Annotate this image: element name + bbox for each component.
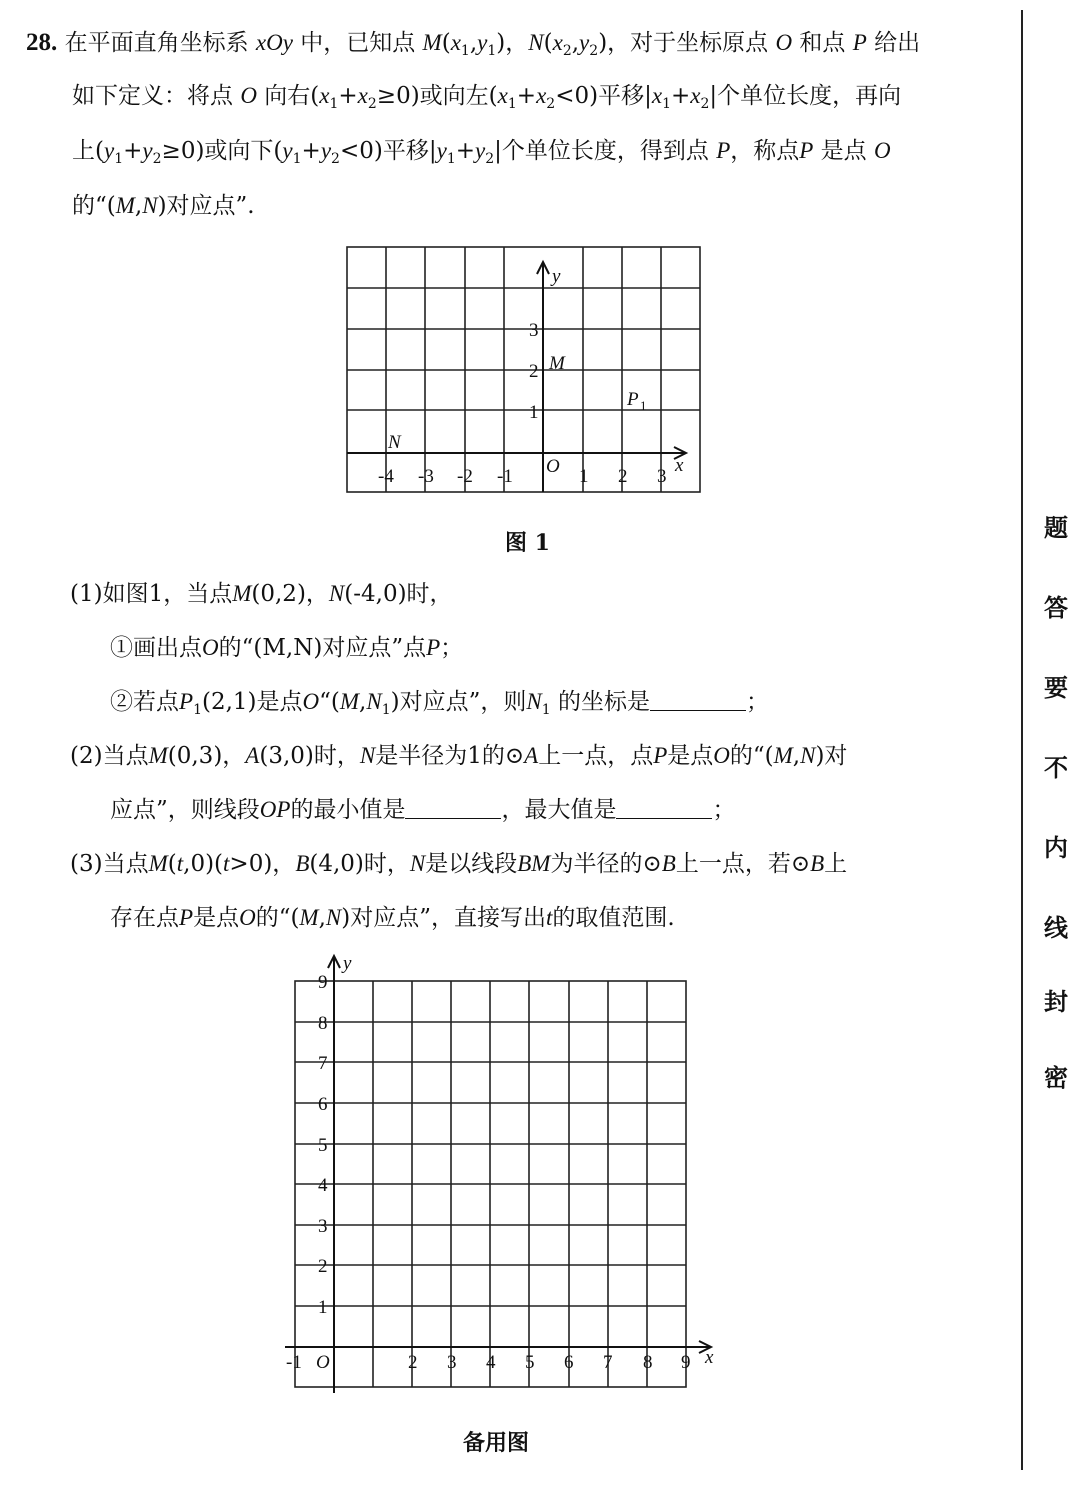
svg-text:-3: -3 [418,466,434,487]
figure-1-caption: 图 1 [505,530,550,556]
svg-text:8: 8 [318,1013,328,1034]
svg-text:4: 4 [486,1352,496,1373]
svg-text:3: 3 [447,1352,457,1373]
svg-text:7: 7 [318,1053,328,1074]
figure-1-grid [330,238,720,503]
svg-text:2: 2 [408,1352,418,1373]
binding-line [1021,10,1023,1470]
svg-text:9: 9 [318,972,328,993]
svg-text:2: 2 [618,466,628,487]
svg-text:-2: -2 [457,466,473,487]
side-char-6: 线 [1044,913,1068,942]
svg-text:3: 3 [529,320,539,341]
question-line-3: 上$(y_1+y_2\ge 0)$或向下$(y_1+y_2<0)$平移$|y_1+y_2|$个单位长度，得到点 P，称点P 是点 O [72,138,891,167]
svg-text:5: 5 [318,1135,328,1156]
svg-text:8: 8 [643,1352,653,1373]
figure-2-caption: 备用图 [463,1430,530,1456]
part-3-line-2: 存在点P是点O的“(M,N)对应点”，直接写出t的取值范围. [110,905,675,931]
answer-blank-1[interactable] [650,692,746,711]
side-char-3: 要 [1044,673,1068,702]
figure-1-point-M: M [549,353,565,374]
svg-text:3: 3 [657,466,667,487]
part-2-line-1: (2)当点M(0,3)，A(3,0)时，N是半径为1的⊙A上一点，点P是点O的“(M,N)对 [70,743,848,769]
part-1-intro: (1)如图1，当点M(0,2)，N(-4,0)时， [70,581,453,607]
answer-blank-max[interactable] [616,800,712,819]
svg-text:5: 5 [525,1352,535,1373]
part-1-q1: ①画出点O的“(M,N)对应点”点P； [110,635,464,661]
figure-1-y-label: y [552,266,561,287]
figure-1-point-N: N [388,432,401,453]
svg-text:1: 1 [318,1297,328,1318]
svg-text:2: 2 [318,1256,328,1277]
question-number: 28. [26,29,58,56]
question-line-2: 如下定义：将点 O 向右$(x_1+x_2\ge 0)$或向左$(x_1+x_2<0)$平移$|x_1+x_2|$个单位长度，再向 [72,83,902,112]
svg-text:1: 1 [579,466,589,487]
svg-text:6: 6 [318,1094,328,1115]
svg-text:4: 4 [318,1175,328,1196]
figure-2-origin: O [316,1352,330,1373]
side-char-4: 不 [1044,753,1068,782]
svg-text:2: 2 [529,361,539,382]
svg-text:1: 1 [529,402,539,423]
part-3-line-1: (3)当点M(t,0)(t>0)，B(4,0)时，N是以线段BM为半径的⊙B上一点，若⊙B上 [70,851,848,877]
figure-2-x-label: x [705,1347,714,1368]
figure-1-x-label: x [675,455,684,476]
svg-text:-1: -1 [497,466,513,487]
svg-text:9: 9 [681,1352,691,1373]
svg-text:6: 6 [564,1352,574,1373]
question-line-4: 的“(M,N)对应点”. [72,193,255,219]
svg-text:-4: -4 [378,466,394,487]
part-2-line-2: 应点”，则线段OP的最小值是 ，最大值是 ； [110,797,736,823]
svg-text:7: 7 [603,1352,613,1373]
side-char-5: 内 [1044,833,1068,862]
part-1-q2: ②若点$P_1(2,1)$是点$O“(M,N_1)$对应点”，则$N_1$ 的坐标是 ； [110,689,769,718]
figure-1-origin: O [546,456,560,477]
side-char-8: 密 [1044,1063,1068,1092]
answer-blank-min[interactable] [405,800,501,819]
side-char-7: 封 [1044,987,1068,1016]
question-line-1: 28. 在平面直角坐标系 xOy 中，已知点 $M(x_1,y_1)$，$N(x_2,y_2)$，对于坐标原点 O 和点 P 给出 [26,29,921,59]
side-char-1: 题 [1044,513,1068,542]
side-char-2: 答 [1044,593,1068,622]
svg-text:1: 1 [640,398,647,413]
figure-1-point-P1: P [627,389,639,410]
figure-2-y-label: y [343,953,352,974]
svg-text:3: 3 [318,1216,328,1237]
svg-text:-1: -1 [286,1352,302,1373]
figure-2-grid [280,950,720,1400]
